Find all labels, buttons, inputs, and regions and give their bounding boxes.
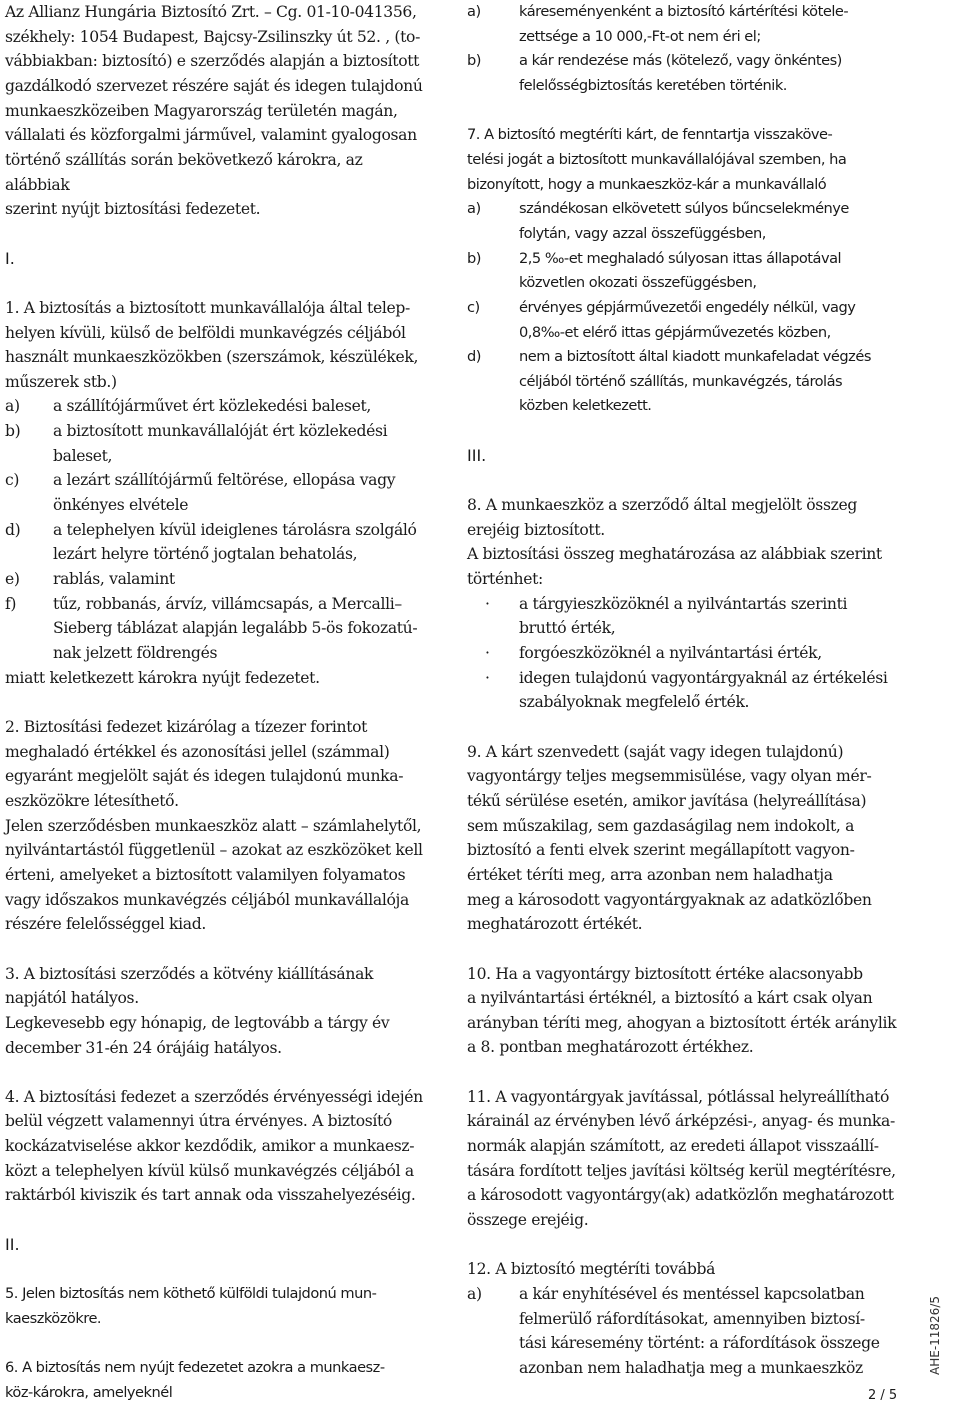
- text-line: Az Allianz Hungária Biztosító Zrt. – Cg. 01-10-041356,: [5, 3, 417, 21]
- text-line: bizonyított, hogy a munkaeszköz-kár a munkavállaló: [467, 175, 827, 193]
- list-item-line: lezárt helyre történő jogtalan behatolás,: [53, 545, 358, 564]
- list-item-line: 0,8‰-et elérő ittas gépjárművezetés közben,: [519, 323, 831, 341]
- list-item-line: baleset,: [53, 446, 113, 465]
- text-line: történő szállítás során bekövetkező károkra, az alábbiak: [5, 150, 363, 194]
- list-item: [5, 394, 425, 419]
- clause-8-bullets: [467, 592, 907, 715]
- text-line: egyaránt megjelölt saját és idegen tulajdonú munka-: [5, 767, 404, 786]
- list-item-label: b): [467, 52, 481, 70]
- list-item-line: a kár rendezése más (kötelező, vagy önkéntes): [519, 52, 842, 70]
- bullet-icon: ·: [485, 644, 490, 663]
- section-heading-3: III.: [467, 445, 487, 465]
- text-line: napjától hatályos.: [5, 989, 139, 1008]
- text-line: tékű sérülése esetén, amikor javítása (helyreállítása): [467, 791, 867, 810]
- text-line: a károsodott vagyontárgy(ak) adatközlőn meghatározott: [467, 1186, 894, 1205]
- text-line: munkaeszközeiben Magyarország területén magán,: [5, 101, 398, 120]
- list-item: [467, 247, 907, 296]
- list-item-line: szándékosan elkövetett súlyos bűncselekménye: [519, 200, 849, 218]
- list-item-line: nak jelzett földrengés: [53, 644, 218, 663]
- text-line: tására fordított teljes javítási költség kerül megtérítésre,: [467, 1161, 896, 1180]
- list-item-line: azonban nem haladhatja meg a munkaeszköz: [519, 1358, 863, 1377]
- clause-1-items: [5, 394, 425, 665]
- clause-9: [467, 740, 907, 937]
- text-line: használt munkaeszközökben (szerszámok, készülékek,: [5, 348, 419, 367]
- text-line: erejéig biztosított.: [467, 520, 605, 539]
- text-line: érteni, amelyeket a biztosított valamilyen folyamatos: [5, 865, 406, 884]
- list-item-line: zettsége a 10 000,-Ft-ot nem éri el;: [519, 27, 761, 45]
- list-item-line: Sieberg táblázat alapján legalább 5-ös fokozatú-: [53, 619, 418, 638]
- right-column: [467, 0, 907, 1381]
- text-line: meg a károsodott vagyontárgyaknak az adatközlőben: [467, 890, 872, 909]
- clause-12-items: [467, 1282, 907, 1381]
- text-line: normák alapján számított, az eredeti állapot visszaállí-: [467, 1137, 879, 1156]
- text-line: 10. Ha a vagyontárgy biztosított értéke alacsonyabb: [467, 964, 863, 983]
- clause-2: [5, 715, 425, 937]
- text-line: kockázatviselése akkor kezdődik, amikor a munkaesz-: [5, 1137, 415, 1156]
- left-column: [5, 0, 425, 1405]
- text-line: részére felelősséggel kiad.: [5, 915, 206, 934]
- text-line: 5. Jelen biztosítás nem köthető külföldi tulajdonú mun-: [5, 1285, 377, 1303]
- text-line: Legkevesebb egy hónapig, de legtovább a tárgy év: [5, 1013, 390, 1032]
- clause-1-tail: miatt keletkezett károkra nyújt fedezetet.: [5, 668, 320, 687]
- text-line: összege erejéig.: [467, 1211, 589, 1230]
- text-line: eszközökre létesíthető.: [5, 791, 179, 810]
- list-item-label: c): [467, 298, 480, 316]
- list-item: [5, 567, 425, 592]
- document-code: AHE-11826/5: [928, 1296, 942, 1376]
- clause-8: [467, 493, 907, 592]
- text-line: meghaladó értékkel és azonosítási jellel (számmal): [5, 742, 390, 761]
- list-item-line: érvényes gépjárművezetői engedély nélkül, vagy: [519, 298, 856, 316]
- text-line: Jelen szerződésben munkaeszköz alatt – számlahelytől,: [5, 816, 422, 835]
- text-line: vagy időszakos munkavégzés céljából munkavállalója: [5, 890, 409, 909]
- text-line: 6. A biztosítás nem nyújt fedezetet azokra a munkaesz-: [5, 1358, 385, 1376]
- bullet-line: szabályoknak megfelelő érték.: [519, 693, 750, 712]
- list-item-label: a): [5, 397, 20, 416]
- bullet-item: [467, 592, 907, 641]
- list-item: [467, 1282, 907, 1381]
- section-heading-2: II.: [5, 1234, 20, 1254]
- text-line: telési jogát a biztosított munkavállalójával szemben, ha: [467, 150, 847, 168]
- clause-12: [467, 1257, 907, 1282]
- text-line: 3. A biztosítási szerződés a kötvény kiállításának: [5, 964, 374, 983]
- list-item-label: d): [5, 520, 21, 539]
- clause-10: [467, 962, 907, 1061]
- text-line: kaeszközökre.: [5, 1309, 102, 1327]
- bullet-line: bruttó érték,: [519, 619, 616, 638]
- list-item-label: d): [467, 348, 481, 366]
- list-item-line: felmerülő ráfordításokat, amennyiben biztosí-: [519, 1309, 865, 1328]
- text-line: nyilvántartástól függetlenül – azokat az eszközöket kell: [5, 841, 423, 860]
- bullet-line: idegen tulajdonú vagyontárgyaknál az értékelési: [519, 668, 888, 687]
- text-line: 4. A biztosítási fedezet a szerződés érvényességi idején: [5, 1087, 423, 1106]
- list-item-line: a lezárt szállítójármű feltörése, ellopása vagy: [53, 471, 396, 490]
- text-line: A biztosítási összeg meghatározása az alábbiak szerint: [467, 545, 882, 564]
- bullet-item: [467, 666, 907, 715]
- bullet-item: [467, 641, 907, 666]
- list-item-label: a): [467, 200, 481, 218]
- text-line: 1. A biztosítás a biztosított munkavállalója által telep-: [5, 298, 410, 317]
- bullet-line: forgóeszközöknél a nyilvántartási érték,: [519, 644, 822, 663]
- list-item-line: a biztosított munkavállalóját ért közlekedési: [53, 422, 388, 441]
- list-item: [467, 0, 907, 49]
- text-line: 9. A kárt szenvedett (saját vagy idegen tulajdonú): [467, 742, 844, 761]
- list-item: [467, 296, 907, 345]
- text-line: 11. A vagyontárgyak javítással, pótlással helyreállítható: [467, 1087, 889, 1106]
- list-item-line: céljából történő szállítás, munkavégzés, tárolás: [519, 372, 843, 390]
- list-item: [5, 592, 425, 666]
- list-item-line: tűz, robbanás, árvíz, villámcsapás, a Mercalli–: [53, 594, 402, 613]
- clause-11: [467, 1085, 907, 1233]
- list-item-line: közben keletkezett.: [519, 397, 652, 415]
- text-line: 8. A munkaeszköz a szerződő által megjelölt összeg: [467, 496, 857, 515]
- list-item-line: káreseményenként a biztosító kártérítési kötele-: [519, 3, 849, 20]
- list-item-label: b): [467, 249, 481, 267]
- list-item-label: f): [5, 594, 17, 613]
- list-item: [467, 345, 907, 419]
- list-item-line: tási káresemény történt: a ráfordítások összege: [519, 1334, 880, 1353]
- bullet-icon: ·: [485, 594, 490, 613]
- clause-7-items: [467, 197, 907, 419]
- list-item-line: közvetlen okozati összefüggésben,: [519, 274, 757, 292]
- text-line: sem műszakilag, sem gazdaságilag nem indokolt, a: [467, 816, 855, 835]
- list-item: [5, 468, 425, 517]
- clause-6-items: [467, 0, 907, 99]
- text-line: meghatározott értékét.: [467, 915, 643, 934]
- text-line: vagyontárgy teljes megsemmisülése, vagy olyan mér-: [467, 767, 872, 786]
- clause-7: [467, 123, 907, 197]
- text-line: 2. Biztosítási fedezet kizárólag a tízezer forintot: [5, 717, 368, 736]
- list-item-line: rablás, valamint: [53, 570, 175, 589]
- clause-5: [5, 1282, 425, 1331]
- text-line: szerint nyújt biztosítási fedezetet.: [5, 200, 261, 219]
- clause-3: [5, 962, 425, 1061]
- text-line: értéket téríti meg, arra azonban nem haladhatja: [467, 865, 833, 884]
- text-line: köz-károkra, amelyeknél: [5, 1383, 173, 1401]
- page-number: 2 / 5: [868, 1388, 898, 1403]
- bullet-icon: ·: [485, 668, 490, 687]
- list-item-line: felelősségbiztosítás keretében történik.: [519, 76, 787, 94]
- text-line: székhely: 1054 Budapest, Bajcsy-Zsilinszky út 52. , (to-: [5, 27, 421, 46]
- text-line: a nyilvántartási értéknél, a biztosító a kárt csak olyan: [467, 989, 873, 1008]
- list-item: [5, 518, 425, 567]
- list-item-label: a): [467, 3, 481, 20]
- text-line: közt a telephelyen kívül külső munkavégzés céljából a: [5, 1161, 414, 1180]
- list-item: [467, 49, 907, 98]
- clause-4: [5, 1085, 425, 1208]
- text-line: biztosító a fenti elvek szerint megállapított vagyon-: [467, 841, 855, 860]
- text-line: arányban téríti meg, ahogyan a biztosított érték aránylik: [467, 1013, 897, 1032]
- text-line: helyen kívüli, külső de belföldi munkavégzés céljából: [5, 323, 406, 342]
- text-line: műszerek stb.): [5, 372, 117, 391]
- list-item-line: a szállítójárművet ért közlekedési baleset,: [53, 397, 371, 416]
- list-item-line: a kár enyhítésével és mentéssel kapcsolatban: [519, 1285, 865, 1304]
- intro-paragraph: [5, 0, 425, 222]
- text-line: vábbiakban: biztosító) e szerződés alapján a biztosított: [5, 52, 420, 71]
- text-line: belül végzett valamennyi útra érvényes. A biztosító: [5, 1112, 392, 1131]
- list-item-label: c): [5, 471, 20, 490]
- text-line: a 8. pontban meghatározott értékhez.: [467, 1038, 754, 1057]
- clause-6: [5, 1356, 425, 1405]
- list-item-line: nem a biztosított által kiadott munkafeladat végzés: [519, 348, 871, 366]
- text-line: 12. A biztosító megtéríti továbbá: [467, 1260, 716, 1279]
- text-line: gazdálkodó szervezet részére saját és idegen tulajdonú: [5, 76, 423, 95]
- list-item-label: e): [5, 570, 20, 589]
- text-line: 7. A biztosító megtéríti kárt, de fenntartja visszaköve-: [467, 126, 833, 144]
- section-heading-1: I.: [5, 248, 15, 268]
- text-line: raktárból kiviszik és tart annak oda visszahelyezéséig.: [5, 1186, 416, 1205]
- text-line: történhet:: [467, 570, 543, 589]
- text-line: vállalati és közforgalmi járművel, valamint gyalogosan: [5, 126, 417, 145]
- text-line: december 31-én 24 órájáig hatályos.: [5, 1038, 282, 1057]
- list-item-line: a telephelyen kívül ideiglenes tárolásra szolgáló: [53, 520, 417, 539]
- list-item-label: b): [5, 422, 21, 441]
- list-item-label: a): [467, 1285, 482, 1304]
- list-item: [467, 197, 907, 246]
- clause-1: [5, 296, 425, 395]
- list-item-line: önkényes elvétele: [53, 496, 189, 515]
- text-line: kárainál az érvényben lévő árképzési-, anyag- és munka-: [467, 1112, 895, 1131]
- list-item-line: 2,5 ‰-et meghaladó súlyosan ittas állapotával: [519, 249, 842, 267]
- bullet-line: a tárgyieszközöknél a nyilvántartás szerinti: [519, 594, 848, 613]
- list-item: [5, 419, 425, 468]
- list-item-line: folytán, vagy azzal összefüggésben,: [519, 224, 766, 242]
